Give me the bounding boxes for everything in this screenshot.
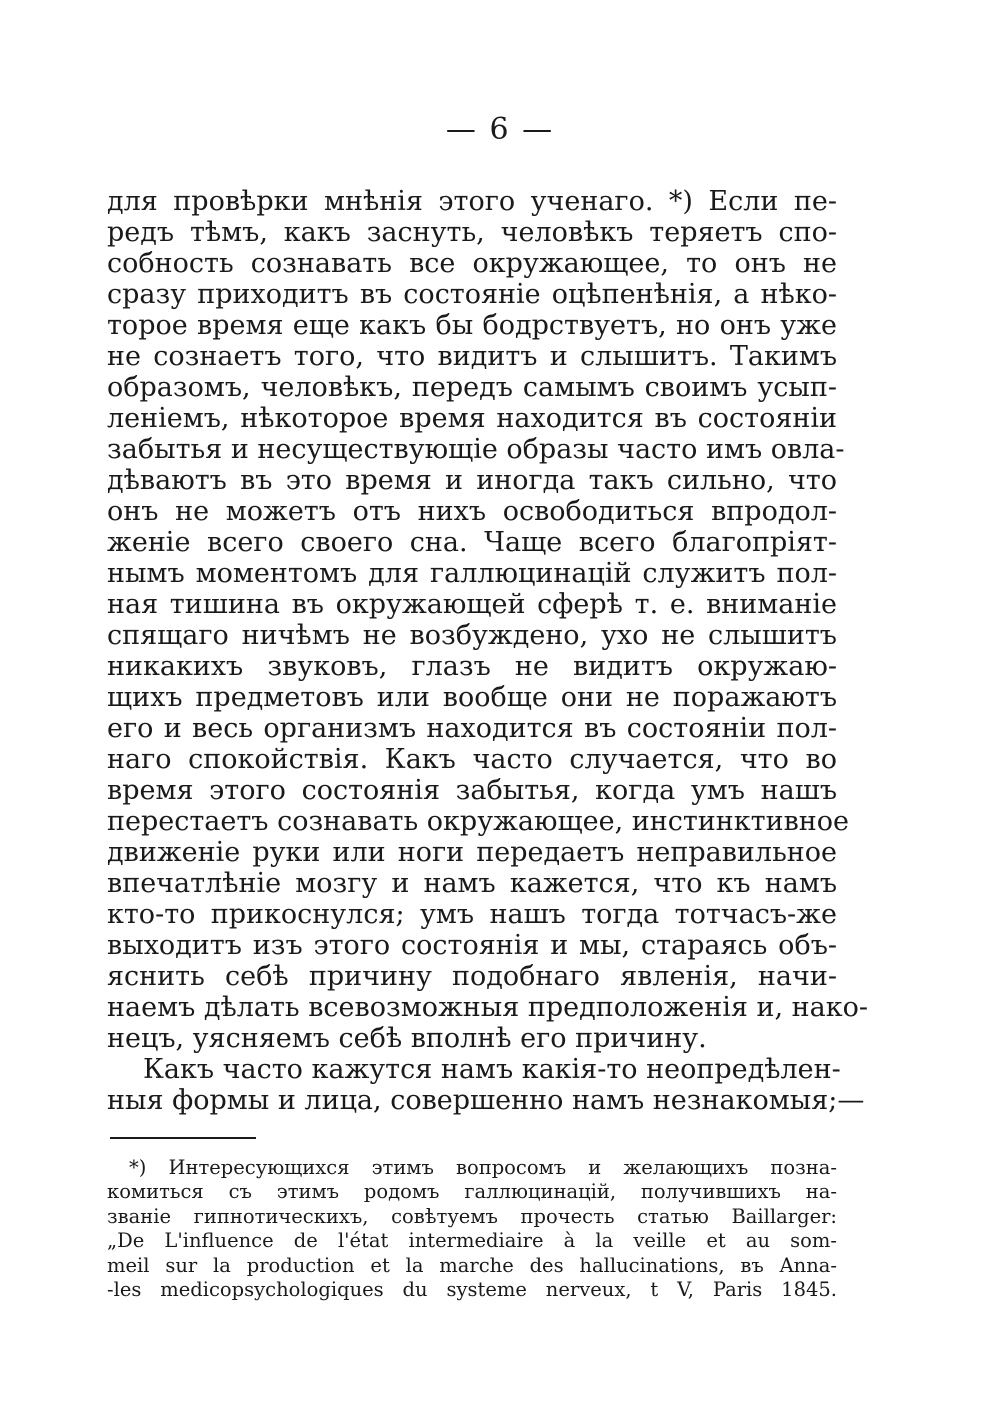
text-line: сразу приходитъ въ состояніе оцѣпенѣнія, а нѣко- <box>107 279 837 310</box>
text-line: образомъ, человѣкъ, передъ самымъ своимъ усып- <box>107 372 837 403</box>
footnote-line: -les medicopsychologiques du systeme nerveux, t V, Paris 1845. <box>107 1277 837 1301</box>
text-line: наго спокойствія. Какъ часто случается, что во <box>107 744 837 775</box>
text-line: его и весь организмъ находится въ состояніи пол- <box>107 713 837 744</box>
footnote-separator <box>110 1137 256 1139</box>
text-line: забытья и несуществующіе образы часто имъ овла- <box>107 434 845 465</box>
text-line: выходитъ изъ этого состоянія и мы, стараясь объ- <box>107 930 837 961</box>
text-line: торое время еще какъ бы бодрствуетъ, но онъ уже <box>107 310 837 341</box>
text-line: кто-то прикоснулся; умъ нашъ тогда тотчасъ-же <box>107 899 837 930</box>
text-line: перестаетъ сознавать окружающее, инстинктивное <box>107 806 850 837</box>
paragraph-start-line: Какъ часто кажутся намъ какія-то неопредѣлен- <box>143 1054 841 1085</box>
text-line: впечатлѣніе мозгу и намъ кажется, что къ намъ <box>107 868 837 899</box>
footnote-line: комиться съ этимъ родомъ галлюцинацій, получившихъ на- <box>107 1180 837 1204</box>
text-line: женіе всего своего сна. Чаще всего благопріят- <box>107 527 837 558</box>
footnote <box>107 1156 837 1302</box>
text-line: леніемъ, нѣкоторое время находится въ состояніи <box>107 403 837 434</box>
paragraph-end-line: нецъ, уясняемъ себѣ вполнѣ его причину. <box>107 1023 707 1054</box>
footnote-line: *) Интересующихся этимъ вопросомъ и желающихъ позна- <box>129 1156 837 1179</box>
footnote-line: meil sur la production et la marche des hallucinations, въ Anna- <box>107 1253 837 1277</box>
text-line: наемъ дѣлать всевозможныя предположенія и, нако- <box>107 992 868 1023</box>
text-line: время этого состоянія забытья, когда умъ нашъ <box>107 775 837 806</box>
footnote-line: „De L'influence de l'état intermediaire à la veille et au som- <box>107 1229 837 1253</box>
text-line: дѣваютъ въ это время и иногда такъ сильно, что <box>107 465 837 496</box>
text-line: для провѣрки мнѣнія этого ученаго. *) Если пе- <box>107 186 837 217</box>
text-line: никакихъ звуковъ, глазъ не видитъ окружаю- <box>107 651 837 682</box>
main-text <box>107 186 868 1116</box>
text-line: нымъ моментомъ для галлюцинацій служитъ пол- <box>107 558 837 589</box>
text-line: ная тишина въ окружающей сферѣ т. е. вниманіе <box>107 589 837 620</box>
footnote-line: званіе гипнотическихъ, совѣтуемъ прочесть статью Baillarger: <box>107 1204 837 1228</box>
text-line: собность сознавать все окружающее, то онъ не <box>107 248 837 279</box>
page-number: — 6 — <box>445 112 555 147</box>
text-line: яснить себѣ причину подобнаго явленія, начи- <box>107 961 837 992</box>
text-line: не сознаетъ того, что видитъ и слышитъ. Такимъ <box>107 341 837 372</box>
text-line: онъ не можетъ отъ нихъ освободиться впродол- <box>107 496 837 527</box>
text-line: спящаго ничѣмъ не возбуждено, ухо не слышитъ <box>107 620 837 651</box>
text-line: редъ тѣмъ, какъ заснуть, человѣкъ теряетъ спо- <box>107 217 837 248</box>
text-line: щихъ предметовъ или вообще они не поражаютъ <box>107 682 837 713</box>
text-line: движеніе руки или ноги передаетъ неправильное <box>107 837 837 868</box>
text-line: ныя формы и лица, совершенно намъ незнакомыя;— <box>107 1085 865 1116</box>
